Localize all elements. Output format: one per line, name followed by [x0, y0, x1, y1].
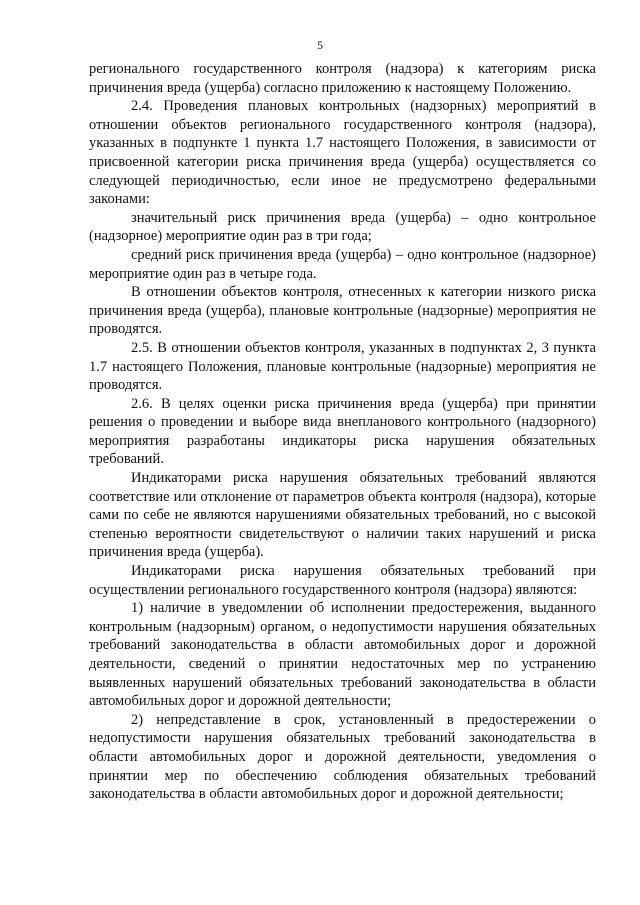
paragraph-2-6: 2.6. В целях оценки риска причинения вреда (ущерба) при принятии решения о проведении и выборе вида внепланового контрольного (надзорного) мероприятия разработаны индикаторы риска нарушения обязательных требований.	[89, 395, 596, 468]
paragraph-indicators-definition: Индикаторами риска нарушения обязательных требований являются соответствие или отклонение от параметров объекта контроля (надзора), которые сами по себе не являются нарушениями обязательных требований, но с высокой степенью вероятности свидетельствуют о наличии таких нарушений и риска причинения вреда (ущерба).	[89, 470, 596, 561]
page-number: 5	[317, 38, 323, 52]
paragraph-2-4: 2.4. Проведения плановых контрольных (надзорных) мероприятий в отношении объектов регионального государственного контроля (надзора), указанных в подпункте 1 пункта 1.7 настоящего Положения, в зависимости от присвоенной категории риска причинения вреда (ущерба) осуществляется со следующей периодичностью, если иное не предусмотрено федеральными законами:	[89, 98, 596, 208]
paragraph-significant-risk: значительный риск причинения вреда (ущерба) – одно контрольное (надзорное) мероприятие один раз в три года;	[89, 209, 596, 245]
document-body	[89, 60, 596, 804]
paragraph-continuation: регионального государственного контроля (надзора) к категориям риска причинения вреда (ущерба) согласно приложению к настоящему Положению.	[89, 61, 596, 96]
paragraph-2-5: 2.5. В отношении объектов контроля, указанных в подпунктах 2, 3 пункта 1.7 настоящего Положения, плановые контрольные (надзорные) мероприятия не проводятся.	[89, 339, 596, 394]
paragraph-indicators-list-intro: Индикаторами риска нарушения обязательных требований при осуществлении регионального государственного контроля (надзора) являются:	[89, 563, 596, 598]
paragraph-indicator-2: 2) непредставление в срок, установленный в предостережении о недопустимости нарушения обязательных требований законодательства в области автомобильных дорог и дорожной деятельности, уведомления о принятии мер по обеспечению соблюдения обязательных требований законодательства в области автомобильных дорог и дорожной деятельности;	[89, 711, 596, 803]
paragraph-low-risk: В отношении объектов контроля, отнесенных к категории низкого риска причинения вреда (ущерба), плановые контрольные (надзорные) мероприятия не проводятся.	[89, 284, 596, 338]
paragraph-medium-risk: средний риск причинения вреда (ущерба) – одно контрольное (надзорное) мероприятие один раз в четыре года.	[89, 246, 596, 282]
paragraph-indicator-1: 1) наличие в уведомлении об исполнении предостережения, выданного контрольным (надзорным) органом, о недопустимости нарушения обязательных требований законодательства в области автомобильных дорог и дорожной деятельности, сведений о принятии недостаточных мер по устранению выявленных нарушений обязательных требований законодательства в области автомобильных дорог и дорожной деятельности;	[89, 600, 596, 710]
